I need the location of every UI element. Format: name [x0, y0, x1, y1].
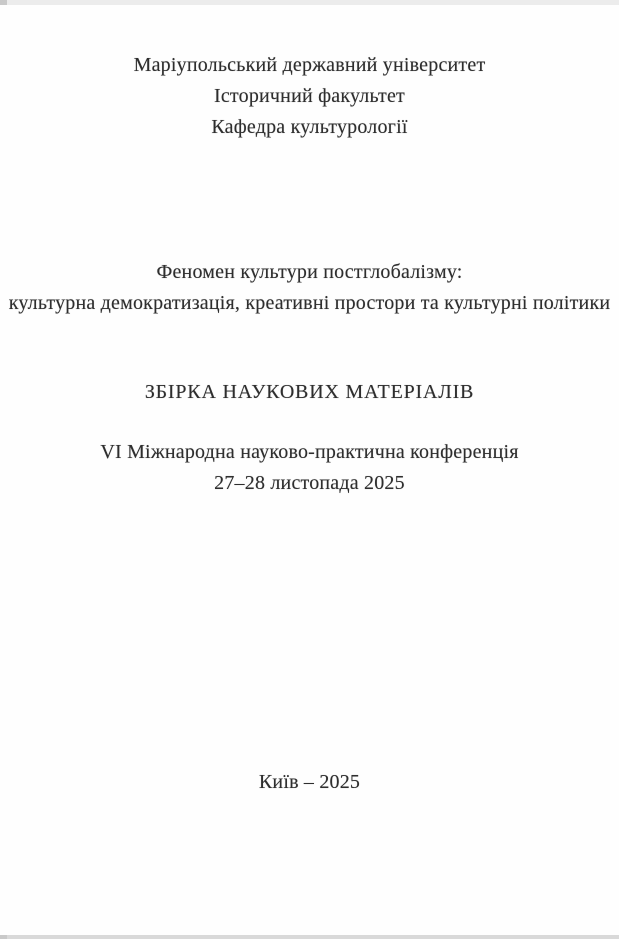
page-bottom-left-corner-mark — [0, 935, 7, 939]
conference-name: VI Міжнародна науково-практична конференція — [100, 441, 519, 463]
faculty-name: Історичний факультет — [214, 85, 405, 107]
title-line-1: Феномен культури постглобалізму: — [156, 261, 463, 283]
page-top-left-corner-mark — [0, 0, 7, 5]
institution-header — [0, 50, 619, 143]
conference-info — [0, 437, 619, 499]
department-name: Кафедра культурології — [211, 116, 408, 138]
title-line-2: культурна демократизація, креативні простори та культурні політики — [8, 292, 611, 314]
page-bottom-edge — [0, 935, 619, 939]
university-name: Маріупольський державний університет — [133, 54, 486, 76]
conference-dates: 27–28 листопада 2025 — [214, 472, 405, 494]
publication-title — [0, 257, 619, 319]
city-year: Київ – 2025 — [258, 771, 361, 793]
page-top-edge — [0, 0, 619, 5]
collection-subtitle: ЗБІРКА НАУКОВИХ МАТЕРІАЛІВ — [144, 381, 475, 403]
